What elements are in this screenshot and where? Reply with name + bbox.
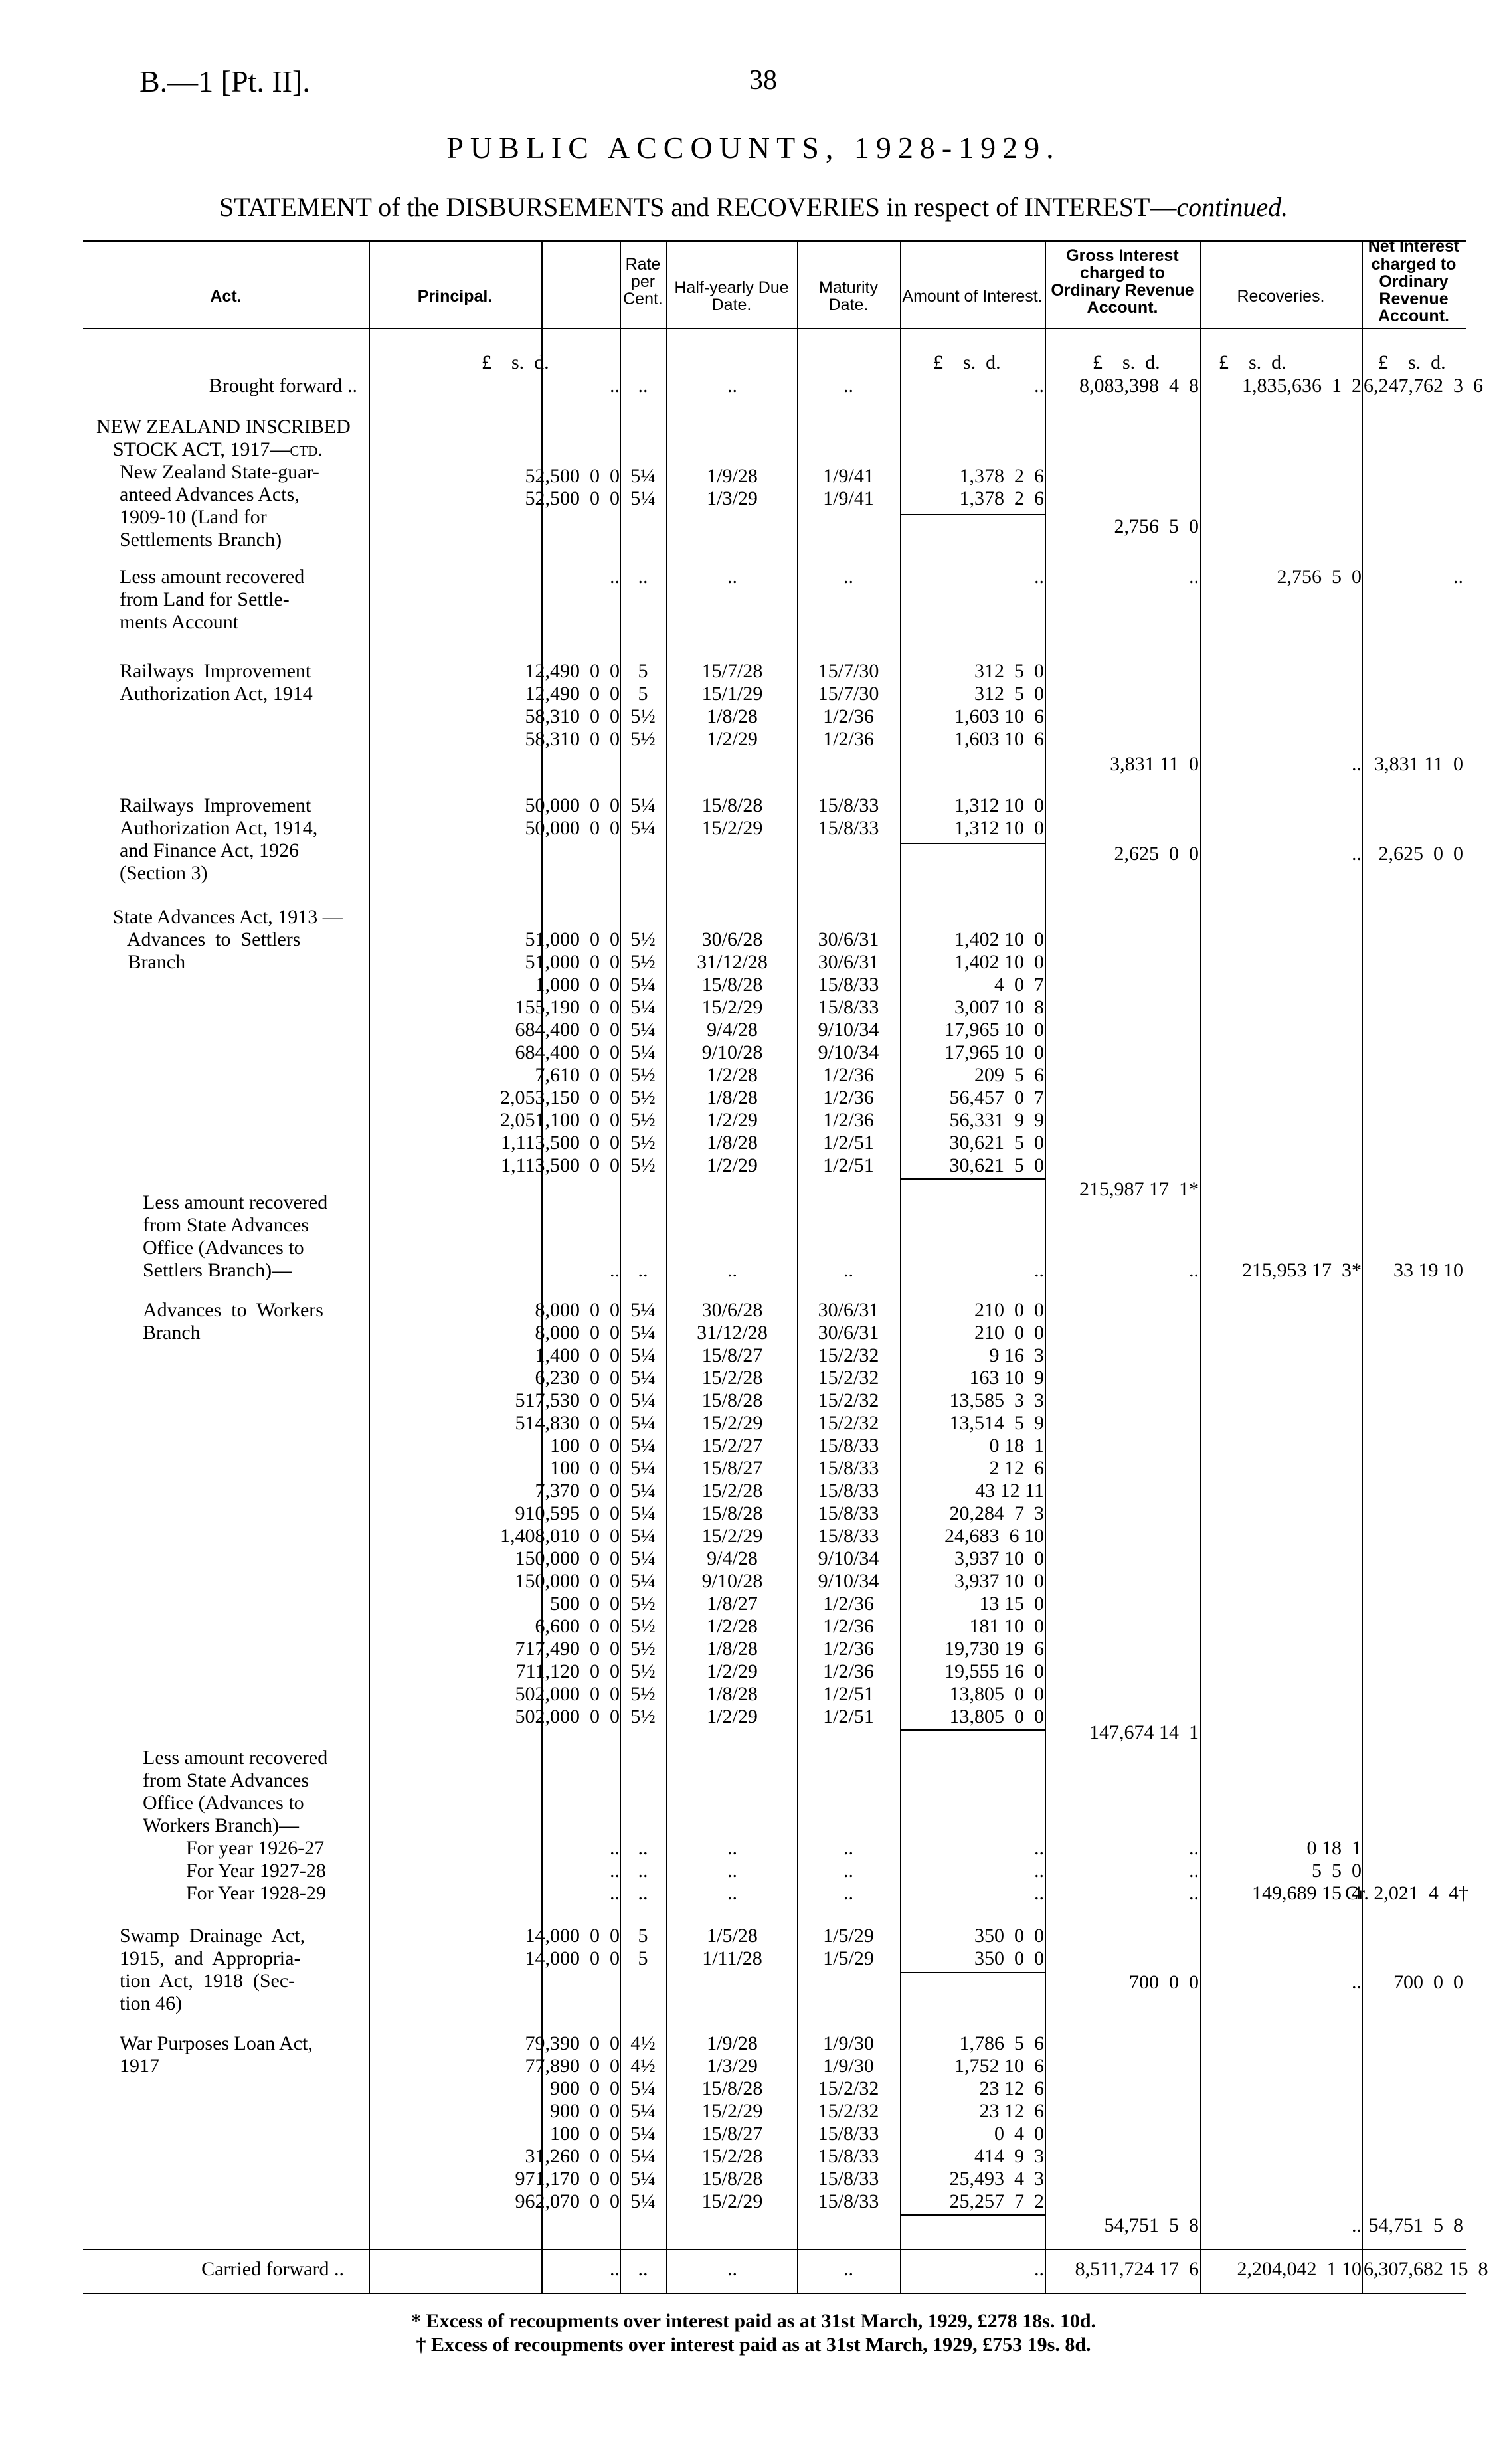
act-name: War Purposes Loan Act, 1917 <box>120 2032 313 2077</box>
units-gross: £ s. d. <box>1093 351 1160 373</box>
brought-rate: .. <box>638 375 648 396</box>
rate-values: 5½ 5½ 5¼ 5¼ 5¼ 5¼ 5½ 5½ 5½ 5½ 5½ <box>630 928 656 1176</box>
years-maturity: .. .. .. <box>843 1837 853 1904</box>
carried-rate: .. <box>638 2258 648 2280</box>
carried-maturity: .. <box>843 2258 853 2280</box>
halfyearly-values: 1/5/28 1/11/28 <box>702 1925 762 1969</box>
principal-values: 52,500 0 0 52,500 0 0 <box>525 465 620 509</box>
col-header-net: Net Interest charged to Ordinary Revenue Account. <box>1368 237 1460 326</box>
gross-value: 2,756 5 0 <box>1114 515 1199 537</box>
net-value: 54,751 5 8 <box>1368 2214 1463 2236</box>
amount-values: 1,402 10 0 1,402 10 0 4 0 7 3,007 10 8 17,965 10 0 17,965 10 0 209 5 6 56,457 0 7 56,331 9 9 30,621 5 0 30,621 5 0 <box>944 928 1044 1176</box>
col-header-act: Act. <box>210 286 242 306</box>
maturity-values: 1/9/41 1/9/41 <box>823 465 874 509</box>
less-principal: .. <box>610 566 620 588</box>
less-recovered-label: Less amount recovered from State Advances Office (Advances to Workers Branch)— <box>143 1747 328 1836</box>
principal-values: 14,000 0 0 14,000 0 0 <box>525 1925 620 1969</box>
footnote: † Excess of recoupments over interest paid as at 31st March, 1929, £753 19s. 8d. <box>416 2334 1091 2356</box>
act-name: Advances to Workers Branch <box>143 1299 323 1344</box>
amount-values: 350 0 0 350 0 0 <box>974 1925 1044 1969</box>
carried-forward-rule <box>83 2249 1466 2250</box>
col-header-recoveries: Recoveries. <box>1237 286 1325 306</box>
less-recovered-label: Less amount recovered from State Advances Office (Advances to Settlers Branch)— <box>143 1191 328 1281</box>
col-header-gross: Gross Interest charged to Ordinary Revenue Account. <box>1051 246 1194 317</box>
less-gross: .. <box>1189 566 1199 588</box>
rate-values: 5¼ 5¼ <box>630 465 656 509</box>
document-reference: B.—1 [Pt. II]. <box>139 64 310 98</box>
halfyearly-values: 15/8/28 15/2/29 <box>701 794 763 839</box>
amount-values: 312 5 0 312 5 0 1,603 10 6 1,603 10 6 <box>954 660 1044 750</box>
less-amount: .. <box>1034 566 1044 588</box>
less-maturity: .. <box>843 1259 853 1281</box>
maturity-values: 1/9/30 1/9/30 15/2/32 15/2/32 15/8/33 15/8/33 15/8/33 15/8/33 <box>818 2032 879 2212</box>
gross-value: 2,625 0 0 <box>1114 843 1199 865</box>
rate-values: 5 5 5½ 5½ <box>630 660 656 750</box>
halfyearly-values: 15/7/28 15/1/29 1/8/28 1/2/29 <box>701 660 763 750</box>
rate-values: 4½ 4½ 5¼ 5¼ 5¼ 5¼ 5¼ 5¼ <box>630 2032 656 2212</box>
subtotal-rule <box>901 1972 1045 1973</box>
subtotal-rule <box>901 843 1045 844</box>
halfyearly-values: 1/9/28 1/3/29 15/8/28 15/2/29 15/8/27 15/2/28 15/8/28 15/2/29 <box>701 2032 763 2212</box>
subtotal-rule <box>901 2214 1045 2216</box>
carried-amount: .. <box>1034 2258 1044 2280</box>
rate-values: 5¼ 5¼ <box>630 794 656 839</box>
recovery-years: For year 1926-27 For Year 1927-28 For Year 1928-29 <box>186 1837 326 1904</box>
less-rate: .. <box>638 1259 648 1281</box>
carried-half: .. <box>727 2258 737 2280</box>
units-amount: £ s. d. <box>933 351 1001 373</box>
gross-value: 147,674 14 1 <box>1089 1721 1199 1743</box>
act-name: State Advances Act, 1913 — Advances to Settlers Branch <box>113 906 343 973</box>
page-title: PUBLIC ACCOUNTS, 1928-1929. <box>446 131 1061 165</box>
recoveries-value: .. <box>1352 753 1362 775</box>
col-header-principal: Principal. <box>417 286 493 306</box>
less-maturity: .. <box>843 566 853 588</box>
less-half: .. <box>727 566 737 588</box>
less-net: 33 19 10 <box>1393 1259 1463 1281</box>
interest-table <box>83 237 1488 2294</box>
act-name: Railways Improvement Authorization Act, 1914, and Finance Act, 1926 (Section 3) <box>120 794 318 884</box>
col-rule <box>1200 242 1201 2293</box>
amount-values: 1,378 2 6 1,378 2 6 <box>959 465 1044 509</box>
principal-values: 50,000 0 0 50,000 0 0 <box>525 794 620 839</box>
recoveries-value: .. <box>1352 843 1362 865</box>
less-net: .. <box>1453 566 1463 588</box>
brought-gross: 8,083,398 4 8 <box>1079 375 1199 396</box>
units-net: £ s. d. <box>1378 351 1446 373</box>
net-value: 700 0 0 <box>1393 1971 1463 1993</box>
rate-values: 5¼ 5¼ 5¼ 5¼ 5¼ 5¼ 5¼ 5¼ 5¼ 5¼ 5¼ 5¼ 5¼ 5½ 5½ 5½ 5½ 5½ 5½ <box>630 1299 656 1727</box>
gross-value: 3,831 11 0 <box>1110 753 1199 775</box>
act-name: Swamp Drainage Act, 1915, and Appropria- tion Act, 1918 (Sec- tion 46) <box>120 1925 306 2014</box>
col-header-amount: Amount of Interest. <box>902 286 1043 306</box>
rate-values: 5 5 <box>638 1925 648 1969</box>
col-rule <box>1362 242 1363 2293</box>
maturity-values: 15/7/30 15/7/30 1/2/36 1/2/36 <box>818 660 879 750</box>
years-gross: .. .. .. <box>1189 1837 1199 1904</box>
recoveries-value: .. <box>1352 1971 1362 1993</box>
halfyearly-values: 30/6/28 31/12/28 15/8/27 15/2/28 15/8/28 15/2/29 15/2/27 15/8/27 15/2/28 15/8/28 15/2/29 9/4/28 9/10/28 1/8/27 1/2/28 1/8/28 1/2/29 1/8/28 1/2/29 <box>697 1299 768 1727</box>
brought-forward-label: Brought forward .. <box>209 375 357 396</box>
maturity-values: 15/8/33 15/8/33 <box>818 794 879 839</box>
brought-net: 6,247,762 3 6 <box>1364 375 1483 396</box>
section-heading-2: STOCK ACT, 1917—ctd. <box>113 438 323 460</box>
amount-values: 1,786 5 6 1,752 10 6 23 12 6 23 12 6 0 4 0 414 9 3 25,493 4 3 25,257 7 2 <box>949 2032 1044 2212</box>
maturity-values: 30/6/31 30/6/31 15/8/33 15/8/33 9/10/34 9/10/34 1/2/36 1/2/36 1/2/36 1/2/51 1/2/51 <box>818 928 879 1176</box>
brought-amount: .. <box>1034 375 1044 396</box>
recoveries-value: .. <box>1352 2214 1362 2236</box>
subtotal-rule <box>901 1178 1045 1180</box>
years-principal: .. .. .. <box>610 1837 620 1904</box>
col-header-maturity: Maturity Date. <box>819 278 878 314</box>
subtotal-rule <box>901 514 1045 515</box>
units-principal: £ s. d. <box>482 351 549 373</box>
brought-principal: .. <box>610 375 620 396</box>
footnote: * Excess of recoupments over interest paid as at 31st March, 1929, £278 18s. 10d. <box>410 2310 1097 2332</box>
col-header-rate: Rate per Cent. <box>623 254 663 309</box>
gross-value: 215,987 17 1* <box>1079 1178 1199 1200</box>
less-recoveries: 215,953 17 3* <box>1242 1259 1362 1281</box>
carried-recoveries: 2,204,042 1 10 <box>1237 2258 1362 2280</box>
carried-net: 6,307,682 15 8 <box>1364 2258 1488 2280</box>
carried-gross: 8,511,724 17 6 <box>1075 2258 1199 2280</box>
maturity-values: 30/6/31 30/6/31 15/2/32 15/2/32 15/2/32 15/2/32 15/8/33 15/8/33 15/8/33 15/8/33 15/8/33 9/10/34 9/10/34 1/2/36 1/2/36 1/2/36 1/2/36 1/2/51 1/2/51 <box>818 1299 879 1727</box>
brought-half: .. <box>727 375 737 396</box>
principal-values: 51,000 0 0 51,000 0 0 1,000 0 0 155,190 0 0 684,400 0 0 684,400 0 0 7,610 0 0 2,053,150 0 0 2,051,100 0 0 1,113,500 0 0 1,113,500 0 0 <box>500 928 620 1176</box>
page-number: 38 <box>749 65 777 96</box>
principal-values: 12,490 0 0 12,490 0 0 58,310 0 0 58,310 0 0 <box>525 660 620 750</box>
brought-recoveries: 1,835,636 1 2 <box>1242 375 1362 396</box>
col-header-halfyearly: Half-yearly Due Date. <box>674 278 789 314</box>
years-amount: .. .. .. <box>1034 1837 1044 1904</box>
principal-values: 79,390 0 0 77,890 0 0 900 0 0 900 0 0 100 0 0 31,260 0 0 971,170 0 0 962,070 0 0 <box>515 2032 620 2212</box>
act-name: New Zealand State-guar- anteed Advances Acts, 1909-10 (Land for Settlements Branch) <box>120 461 319 551</box>
years-half: .. .. .. <box>727 1837 737 1904</box>
gross-value: 700 0 0 <box>1129 1971 1199 1993</box>
less-half: .. <box>727 1259 737 1281</box>
amount-values: 1,312 10 0 1,312 10 0 <box>954 794 1044 839</box>
carried-principal: .. <box>610 2258 620 2280</box>
section-heading: NEW ZEALAND INSCRIBED <box>96 416 351 438</box>
statement-continued: continued. <box>1176 192 1288 222</box>
halfyearly-values: 1/9/28 1/3/29 <box>707 465 758 509</box>
years-rate: .. .. .. <box>638 1837 648 1904</box>
brought-maturity: .. <box>843 375 853 396</box>
net-value: 2,625 0 0 <box>1378 843 1463 865</box>
less-principal: .. <box>610 1259 620 1281</box>
recoveries-values: 0 18 1 5 5 0 149,689 15 4 <box>1252 1837 1362 1904</box>
less-gross: .. <box>1189 1259 1199 1281</box>
less-recoveries: 2,756 5 0 <box>1277 566 1362 588</box>
net-value: 3,831 11 0 <box>1374 753 1463 775</box>
net-value: Cr. 2,021 4 4† <box>1345 1882 1468 1904</box>
statement-text: STATEMENT of the DISBURSEMENTS and RECOVERIES in respect of INTEREST— <box>219 192 1177 222</box>
gross-value: 54,751 5 8 <box>1104 2214 1199 2236</box>
act-name: Railways Improvement Authorization Act, 1914 <box>120 660 313 705</box>
maturity-values: 1/5/29 1/5/29 <box>823 1925 874 1969</box>
less-amount: .. <box>1034 1259 1044 1281</box>
statement-title <box>0 194 1507 220</box>
amount-values: 210 0 0 210 0 0 9 16 3 163 10 9 13,585 3 3 13,514 5 9 0 18 1 2 12 6 43 12 11 20,284 7 3 24,683 6 10 3,937 10 0 3,937 10 0 13 15 0 181 10 0 19,730 19 6 19,555 16 0 13,805 0 0 13,805 0 0 <box>944 1299 1044 1727</box>
halfyearly-values: 30/6/28 31/12/28 15/8/28 15/2/29 9/4/28 9/10/28 1/2/28 1/8/28 1/2/29 1/8/28 1/2/29 <box>697 928 768 1176</box>
less-rate: .. <box>638 566 648 588</box>
subtotal-rule <box>901 1729 1045 1731</box>
carried-forward-label: Carried forward .. <box>201 2258 344 2280</box>
principal-values: 8,000 0 0 8,000 0 0 1,400 0 0 6,230 0 0 517,530 0 0 514,830 0 0 100 0 0 100 0 0 7,370 0 0 910,595 0 0 1,408,010 0 0 150,000 0 0 150,000 0 0 500 0 0 6,600 0 0 717,490 0 0 711,120 0 0 502,000 0 0 502,000 0 0 <box>500 1299 620 1727</box>
less-recovered-label: Less amount recovered from Land for Settle- ments Account <box>120 566 305 633</box>
units-recoveries: £ s. d. <box>1219 351 1286 373</box>
